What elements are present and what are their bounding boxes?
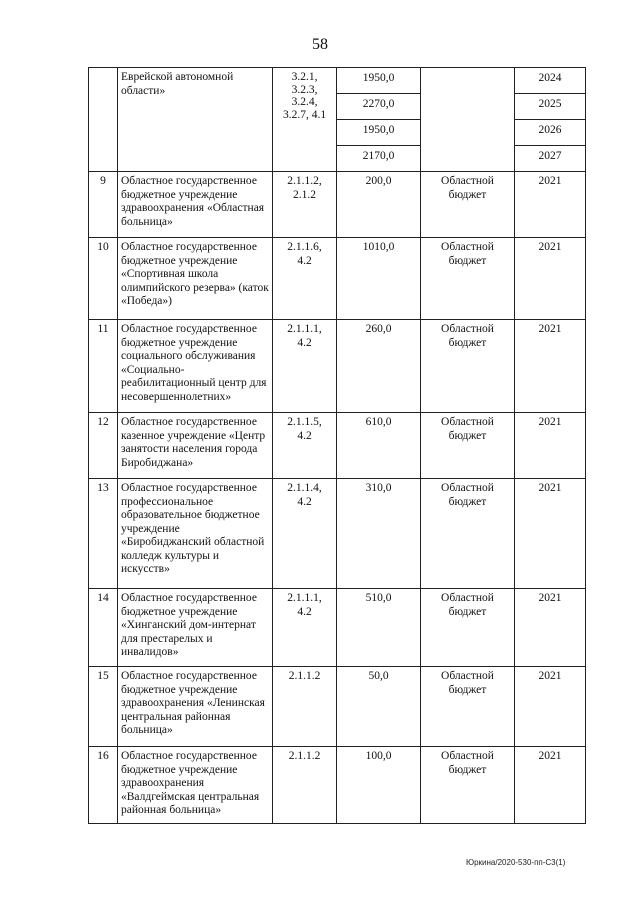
institution-name-cell: Областное государственное профессиональное образовательное бюджетное учреждение «Биробиджанский областной колледж культуры и искусств» [118, 479, 273, 589]
funding-source-cell: Областной бюджет [421, 172, 515, 238]
table-row [89, 68, 586, 94]
amount-cell: 200,0 [337, 172, 421, 238]
measure-codes-cell: 2.1.1.4, 4.2 [273, 479, 337, 589]
row-number-cell [89, 68, 118, 172]
table-row [89, 413, 586, 479]
institution-name-cell: Еврейской автономной области» [118, 68, 273, 172]
funding-source-cell: Областной бюджет [421, 667, 515, 747]
year-cell: 2024 [515, 68, 586, 94]
funding-source-cell: Областной бюджет [421, 589, 515, 667]
year-cell: 2026 [515, 120, 586, 146]
year-cell: 2021 [515, 172, 586, 238]
year-cell: 2021 [515, 413, 586, 479]
row-number-cell: 13 [89, 479, 118, 589]
year-cell: 2021 [515, 479, 586, 589]
document-footer-id: Юркина/2020-530-пп-С3(1) [466, 858, 566, 867]
funding-source-cell: Областной бюджет [421, 238, 515, 320]
amount-cell: 260,0 [337, 320, 421, 413]
row-number-cell: 9 [89, 172, 118, 238]
amount-cell: 100,0 [337, 747, 421, 824]
institution-name-cell: Областное государственное бюджетное учреждение «Хинганский дом-интернат для престарелых и инвалидов» [118, 589, 273, 667]
table-row [89, 172, 586, 238]
amount-cell: 510,0 [337, 589, 421, 667]
table-row [89, 589, 586, 667]
institution-name-cell: Областное государственное бюджетное учреждение здравоохранения «Ленинская центральная районная больница» [118, 667, 273, 747]
table-row [89, 479, 586, 589]
funding-source-cell: Областной бюджет [421, 479, 515, 589]
measure-codes-cell: 2.1.1.1, 4.2 [273, 589, 337, 667]
amount-cell: 1950,0 [337, 68, 421, 94]
row-number-cell: 10 [89, 238, 118, 320]
year-cell: 2021 [515, 747, 586, 824]
measure-codes-cell: 2.1.1.2 [273, 667, 337, 747]
year-cell: 2027 [515, 146, 586, 172]
funding-source-cell: Областной бюджет [421, 413, 515, 479]
amount-cell: 1010,0 [337, 238, 421, 320]
table-row [89, 667, 586, 747]
year-cell: 2021 [515, 238, 586, 320]
page-number: 58 [312, 36, 328, 53]
funding-source-cell [421, 68, 515, 172]
amount-cell: 2270,0 [337, 94, 421, 120]
institution-name-cell: Областное государственное бюджетное учреждение здравоохранения «Областная больница» [118, 172, 273, 238]
institution-name-cell: Областное государственное бюджетное учреждение здравоохранения «Валдгеймская центральная районная больница» [118, 747, 273, 824]
measure-codes-cell: 2.1.1.6, 4.2 [273, 238, 337, 320]
measure-codes-cell: 2.1.1.2 [273, 747, 337, 824]
measure-codes-cell: 2.1.1.1, 4.2 [273, 320, 337, 413]
row-number-cell: 16 [89, 747, 118, 824]
institution-name-cell: Областное государственное бюджетное учреждение «Спортивная школа олимпийского резерва» (каток «Победа») [118, 238, 273, 320]
table-row [89, 747, 586, 824]
institution-name-cell: Областное государственное казенное учреждение «Центр занятости населения города Биробиджана» [118, 413, 273, 479]
row-number-cell: 14 [89, 589, 118, 667]
year-cell: 2021 [515, 589, 586, 667]
measure-codes-cell: 3.2.1, 3.2.3, 3.2.4, 3.2.7, 4.1 [273, 68, 337, 172]
amount-cell: 2170,0 [337, 146, 421, 172]
year-cell: 2021 [515, 667, 586, 747]
funding-source-cell: Областной бюджет [421, 747, 515, 824]
row-number-cell: 15 [89, 667, 118, 747]
funding-source-cell: Областной бюджет [421, 320, 515, 413]
measure-codes-cell: 2.1.1.2, 2.1.2 [273, 172, 337, 238]
amount-cell: 310,0 [337, 479, 421, 589]
table-row [89, 238, 586, 320]
amount-cell: 1950,0 [337, 120, 421, 146]
row-number-cell: 12 [89, 413, 118, 479]
funding-table [88, 67, 586, 824]
amount-cell: 50,0 [337, 667, 421, 747]
year-cell: 2021 [515, 320, 586, 413]
institution-name-cell: Областное государственное бюджетное учреждение социального обслуживания «Социально-реабилитационный центр для несовершеннолетних» [118, 320, 273, 413]
table-row [89, 320, 586, 413]
row-number-cell: 11 [89, 320, 118, 413]
year-cell: 2025 [515, 94, 586, 120]
measure-codes-cell: 2.1.1.5, 4.2 [273, 413, 337, 479]
amount-cell: 610,0 [337, 413, 421, 479]
